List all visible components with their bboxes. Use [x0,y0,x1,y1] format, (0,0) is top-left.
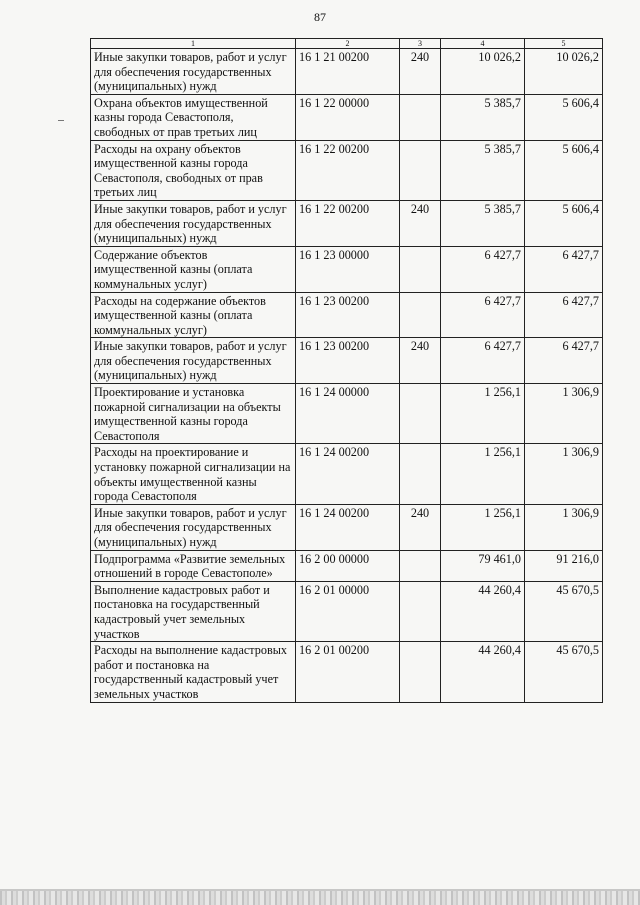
cell-amount-year-2: 1 306,9 [525,384,603,444]
cell-expense-type: 240 [400,49,441,95]
cell-amount-year-2: 6 427,7 [525,246,603,292]
cell-amount-year-2: 6 427,7 [525,338,603,384]
cell-amount-year-1: 5 385,7 [441,140,525,200]
budget-table [90,38,603,703]
cell-code: 16 1 22 00200 [296,200,400,246]
cell-expense-type [400,384,441,444]
cell-amount-year-1: 1 256,1 [441,504,525,550]
cell-amount-year-1: 79 461,0 [441,550,525,581]
table-row [91,550,603,581]
cell-name: Содержание объектов имущественной казны (оплата коммунальных услуг) [91,246,296,292]
column-number-5: 5 [525,39,603,49]
table-row [91,49,603,95]
cell-expense-type: 240 [400,504,441,550]
cell-name: Расходы на проектирование и установку пожарной сигнализации на объекты имущественной казны города Севастополя [91,444,296,504]
table-row [91,200,603,246]
cell-amount-year-2: 1 306,9 [525,504,603,550]
cell-expense-type: 240 [400,200,441,246]
cell-name: Иные закупки товаров, работ и услуг для обеспечения государственных (муниципальных) нужд [91,338,296,384]
table-row [91,94,603,140]
column-number-3: 3 [400,39,441,49]
cell-name: Охрана объектов имущественной казны города Севастополя, свободных от прав третьих лиц [91,94,296,140]
cell-amount-year-1: 44 260,4 [441,581,525,641]
cell-name: Подпрограмма «Развитие земельных отношений в городе Севастополе» [91,550,296,581]
cell-expense-type [400,550,441,581]
cell-amount-year-1: 5 385,7 [441,200,525,246]
cell-amount-year-1: 1 256,1 [441,444,525,504]
table-row [91,642,603,702]
cell-expense-type [400,292,441,338]
scan-artifact-strip [0,891,640,905]
cell-amount-year-1: 6 427,7 [441,246,525,292]
column-number-2: 2 [296,39,400,49]
table-row [91,581,603,641]
column-number-1: 1 [91,39,296,49]
table-row [91,246,603,292]
cell-amount-year-2: 5 606,4 [525,140,603,200]
cell-expense-type [400,246,441,292]
cell-expense-type [400,140,441,200]
table-row [91,140,603,200]
cell-name: Расходы на охрану объектов имущественной казны города Севастополя, свободных от прав третьих лиц [91,140,296,200]
cell-name: Иные закупки товаров, работ и услуг для обеспечения государственных (муниципальных) нужд [91,49,296,95]
cell-amount-year-2: 45 670,5 [525,642,603,702]
cell-expense-type [400,642,441,702]
cell-amount-year-1: 10 026,2 [441,49,525,95]
cell-name: Выполнение кадастровых работ и постановка на государственный кадастровый учет земельных участков [91,581,296,641]
table-row [91,444,603,504]
cell-amount-year-1: 1 256,1 [441,384,525,444]
cell-name: Расходы на выполнение кадастровых работ и постановка на государственный кадастровый учет земельных участков [91,642,296,702]
cell-amount-year-1: 5 385,7 [441,94,525,140]
cell-code: 16 1 24 00200 [296,444,400,504]
cell-name: Проектирование и установка пожарной сигнализации на объекты имущественной казны города Севастополя [91,384,296,444]
table-row [91,292,603,338]
cell-amount-year-2: 10 026,2 [525,49,603,95]
cell-amount-year-1: 6 427,7 [441,292,525,338]
cell-code: 16 1 22 00200 [296,140,400,200]
cell-code: 16 1 23 00000 [296,246,400,292]
cell-name: Расходы на содержание объектов имущественной казны (оплата коммунальных услуг) [91,292,296,338]
cell-amount-year-2: 5 606,4 [525,94,603,140]
cell-code: 16 1 24 00200 [296,504,400,550]
cell-name: Иные закупки товаров, работ и услуг для обеспечения государственных (муниципальных) нужд [91,200,296,246]
table-row [91,504,603,550]
column-number-4: 4 [441,39,525,49]
cell-code: 16 2 01 00000 [296,581,400,641]
scan-mark [58,120,64,121]
cell-expense-type [400,581,441,641]
cell-name: Иные закупки товаров, работ и услуг для обеспечения государственных (муниципальных) нужд [91,504,296,550]
cell-expense-type [400,444,441,504]
cell-amount-year-1: 6 427,7 [441,338,525,384]
cell-amount-year-2: 91 216,0 [525,550,603,581]
cell-amount-year-2: 1 306,9 [525,444,603,504]
table-row [91,384,603,444]
cell-amount-year-1: 44 260,4 [441,642,525,702]
cell-amount-year-2: 6 427,7 [525,292,603,338]
cell-code: 16 2 01 00200 [296,642,400,702]
cell-expense-type [400,94,441,140]
cell-expense-type: 240 [400,338,441,384]
cell-amount-year-2: 5 606,4 [525,200,603,246]
cell-code: 16 1 23 00200 [296,338,400,384]
cell-code: 16 2 00 00000 [296,550,400,581]
cell-code: 16 1 21 00200 [296,49,400,95]
cell-code: 16 1 24 00000 [296,384,400,444]
page-number: 87 [314,10,326,24]
cell-amount-year-2: 45 670,5 [525,581,603,641]
cell-code: 16 1 23 00200 [296,292,400,338]
table-row [91,338,603,384]
column-number-row [91,39,603,49]
cell-code: 16 1 22 00000 [296,94,400,140]
